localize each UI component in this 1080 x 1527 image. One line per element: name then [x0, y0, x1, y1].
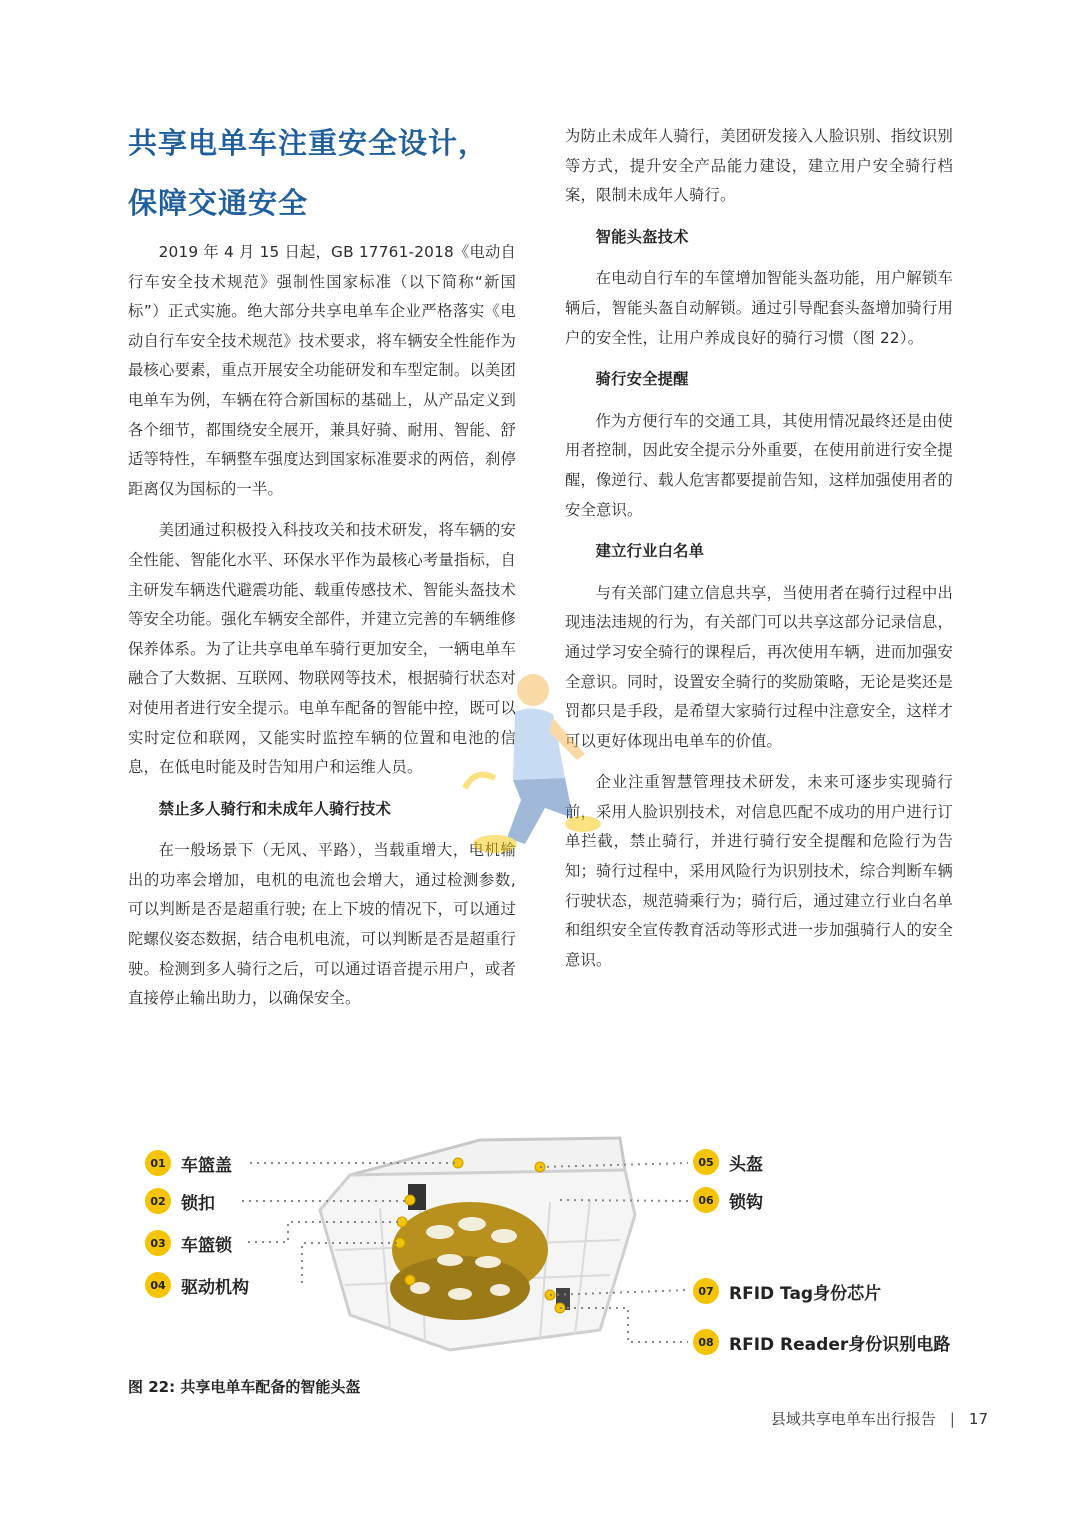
callout-badge: 07 — [693, 1278, 719, 1304]
page-number: 17 — [968, 1409, 988, 1428]
subheading: 骑行安全提醒 — [595, 370, 689, 389]
right-column — [565, 122, 953, 975]
callout-badge: 02 — [145, 1188, 171, 1214]
paragraph: 在一般场景下（无风、平路），当载重增大，电机输出的功率会增加，电机的电流也会增大，通过检测参数,可以判断是否是超重行驶; 在上下坡的情况下，可以通过陀螺仪姿态数据，结合电机电流，可以判断是否是超重行驶。检测到多人骑行之后，可以通过语音提示用户，或者直接停止输出助力，以确保安全。 — [128, 841, 516, 1008]
helmet-figure — [120, 1120, 980, 1370]
callout-label: 锁钩 — [729, 1192, 763, 1213]
callout-02 — [145, 1187, 215, 1215]
paragraph: 与有关部门建立信息共享，当使用者在骑行过程中出现违法违规的行为，有关部门可以共享这部分记录信息，通过学习安全骑行的课程后，再次使用车辆，进而加强安全意识。同时，设置安全骑行的奖励策略，无论是奖还是罚都只是手段，是希望大家骑行过程中注意安全，这样才可以更好体现出电单车的价值。 — [565, 583, 953, 750]
callout-label: 锁扣 — [181, 1193, 215, 1214]
callout-05 — [693, 1148, 763, 1176]
subheading: 智能头盔技术 — [595, 227, 689, 246]
left-column — [128, 238, 516, 1014]
paragraph: 美团通过积极投入科技攻关和技术研发，将车辆的安全性能、智能化水平、环保水平作为最核心考量指标，自主研发车辆迭代避震功能、载重传感技术、智能头盔技术等安全功能。强化车辆安全部件，并建立完善的车辆维修保养体系。为了让共享电单车骑行更加安全，一辆电单车融合了大数据、互联网、物联网等技术，根据骑行状态对对使用者进行安全提示。电单车配备的智能中控，既可以实时定位和联网，又能实时监控车辆的位置和电池的信息，在低电时能及时告知用户和运维人员。 — [128, 521, 516, 777]
figure-caption: 图 22: 共享电单车配备的智能头盔 — [128, 1378, 361, 1396]
callout-08 — [693, 1328, 950, 1356]
callout-label: 头盔 — [729, 1154, 763, 1175]
callout-label: 驱动机构 — [181, 1277, 249, 1298]
page-footer — [771, 1408, 988, 1429]
callout-label: RFID Tag身份芯片 — [729, 1283, 882, 1304]
section-title-line1: 共享电单车注重安全设计， — [128, 126, 489, 160]
callout-badge: 01 — [145, 1150, 171, 1176]
callout-badge: 04 — [145, 1272, 171, 1298]
callout-label: RFID Reader身份识别电路 — [729, 1334, 951, 1355]
callout-label: 车篮盖 — [181, 1155, 232, 1176]
callout-07 — [693, 1277, 881, 1305]
paragraph: 作为方便行车的交通工具，其使用情况最终还是由使用者控制，因此安全提示分外重要，在使用前进行安全提醒，像逆行、载人危害都要提前告知，这样加强使用者的安全意识。 — [565, 411, 953, 519]
callout-04 — [145, 1271, 249, 1299]
callout-03 — [145, 1229, 232, 1257]
callout-01 — [145, 1149, 232, 1177]
paragraph: 在电动自行车的车筐增加智能头盔功能，用户解锁车辆后，智能头盔自动解锁。通过引导配套头盔增加骑行用户的安全性，让用户养成良好的骑行习惯（图 22）。 — [565, 269, 953, 347]
paragraph: 2019 年 4 月 15 日起，GB 17761-2018《电动自行车安全技术规范》强制性国家标准（以下简称“新国标”）正式实施。绝大部分共享电单车企业严格落实《电动自行车安全技术规范》技术要求，将车辆安全性能作为最核心要素，重点开展安全功能研发和车型定制。以美团电单车为例，车辆在符合新国标的基础上，从产品定义到各个细节，都围绕安全展开，兼具好骑、耐用、智能、舒适等特性，车辆整车强度达到国家标准要求的两倍，刹停距离仅为国标的一半。 — [128, 243, 516, 498]
callout-badge: 08 — [693, 1329, 719, 1355]
paragraph: 为防止未成年人骑行，美团研发接入人脸识别、指纹识别等方式，提升安全产品能力建设，建立用户安全骑行档案，限制未成年人骑行。 — [565, 127, 953, 205]
subheading: 禁止多人骑行和未成年人骑行技术 — [158, 799, 392, 818]
report-title: 县域共享电单车出行报告 — [770, 1410, 936, 1428]
callout-badge: 06 — [693, 1187, 719, 1213]
paragraph: 企业注重智慧管理技术研发，未来可逐步实现骑行前，采用人脸识别技术，对信息匹配不成功的用户进行订单拦截，禁止骑行，并进行骑行安全提醒和危险行为告知；骑行过程中，采用风险行为识别技术，综合判断车辆行驶状态，规范骑乘行为；骑行后，通过建立行业白名单和组织安全宣传教育活动等形式进一步加强骑行人的安全意识。 — [565, 773, 953, 969]
subheading: 建立行业白名单 — [595, 542, 705, 561]
footer-separator: | — [949, 1409, 955, 1428]
rider-illustration — [455, 668, 615, 858]
section-title-line2: 保障交通安全 — [128, 186, 309, 220]
callout-label: 车篮锁 — [181, 1235, 232, 1256]
callout-06 — [693, 1186, 763, 1214]
callout-badge: 03 — [145, 1230, 171, 1256]
callout-badge: 05 — [693, 1149, 719, 1175]
